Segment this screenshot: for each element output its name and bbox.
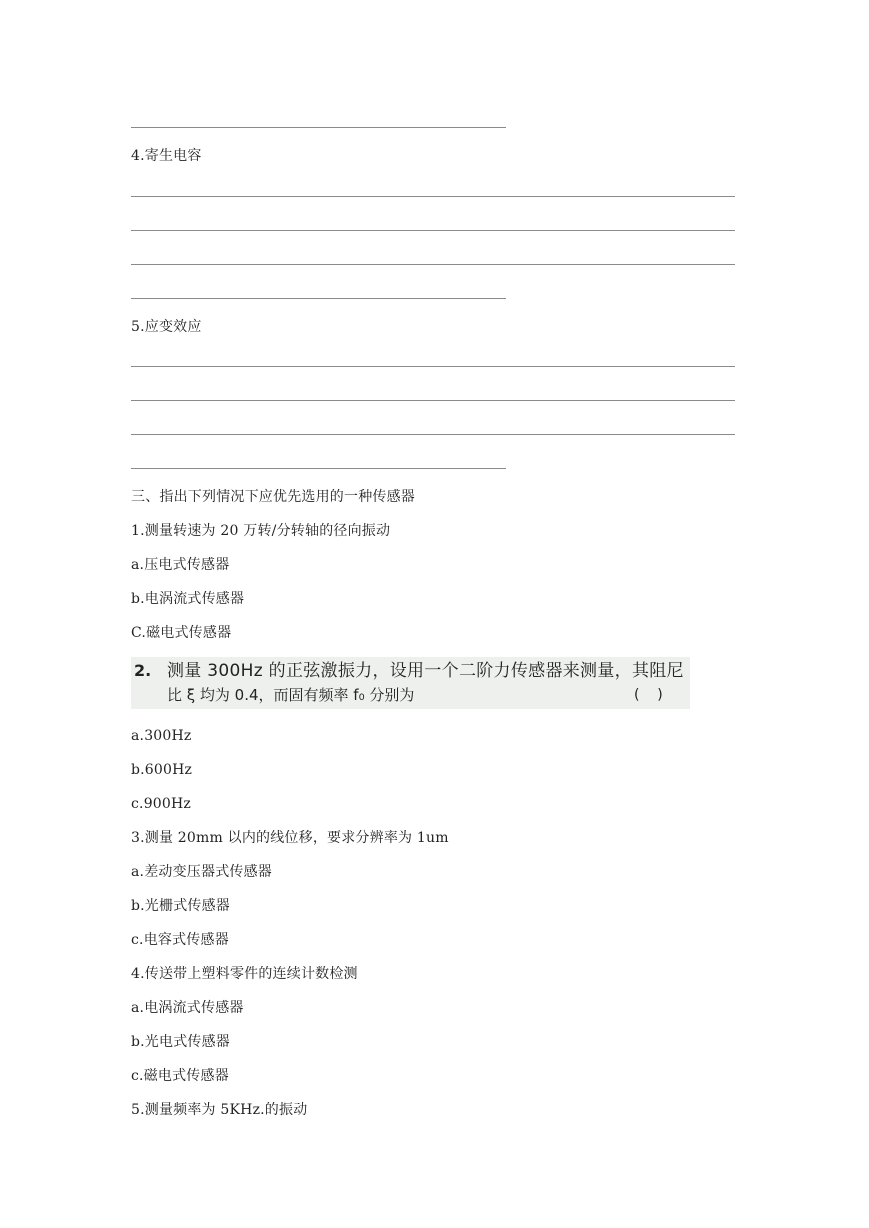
section-title-parasitic-capacitance: 4.寄生电容 <box>131 148 202 164</box>
question-4-stem: 4.传送带上塑料零件的连续计数检测 <box>131 966 358 982</box>
question-3-option-a: a.差动变压器式传感器 <box>131 864 272 880</box>
question-1-option-a: a.压电式传感器 <box>131 557 230 573</box>
answer-line <box>131 298 506 299</box>
question-4-option-b: b.光电式传感器 <box>131 1034 231 1050</box>
question-4-option-c: c.磁电式传感器 <box>131 1068 229 1084</box>
question-2-line-2: 比 ξ 均为 0.4，而固有频率 f₀ 分别为 <box>167 686 415 704</box>
question-2-option-c: c.900Hz <box>131 796 191 812</box>
answer-line <box>131 127 506 128</box>
question-2-option-a: a.300Hz <box>131 728 192 744</box>
question-1-option-b: b.电涡流式传感器 <box>131 591 245 607</box>
question-2-image <box>131 657 690 709</box>
answer-line <box>131 468 506 469</box>
answer-line <box>131 230 735 231</box>
question-1-option-c: C.磁电式传感器 <box>131 625 232 641</box>
question-3-option-b: b.光栅式传感器 <box>131 898 231 914</box>
answer-line <box>131 264 735 265</box>
question-2-answer-paren: ( ) <box>634 687 663 703</box>
question-5-stem: 5.测量频率为 5KHz.的振动 <box>131 1102 308 1118</box>
answer-line <box>131 196 735 197</box>
question-1-stem: 1.测量转速为 20 万转/分转轴的径向振动 <box>131 523 391 539</box>
question-2-line-1: 测量 300Hz 的正弦激振力，设用一个二阶力传感器来测量，其阻尼 <box>167 661 684 681</box>
answer-line <box>131 366 735 367</box>
section-title-strain-effect: 5.应变效应 <box>131 319 202 335</box>
question-3-option-c: c.电容式传感器 <box>131 932 229 948</box>
answer-line <box>131 400 735 401</box>
question-2-option-b: b.600Hz <box>131 762 193 778</box>
question-4-option-a: a.电涡流式传感器 <box>131 1000 244 1016</box>
answer-line <box>131 434 735 435</box>
question-2-number: 2. <box>134 661 152 680</box>
part-three-heading: 三、指出下列情况下应优先选用的一种传感器 <box>131 489 415 505</box>
question-3-stem: 3.测量 20mm 以内的线位移，要求分辨率为 1um <box>131 830 449 846</box>
